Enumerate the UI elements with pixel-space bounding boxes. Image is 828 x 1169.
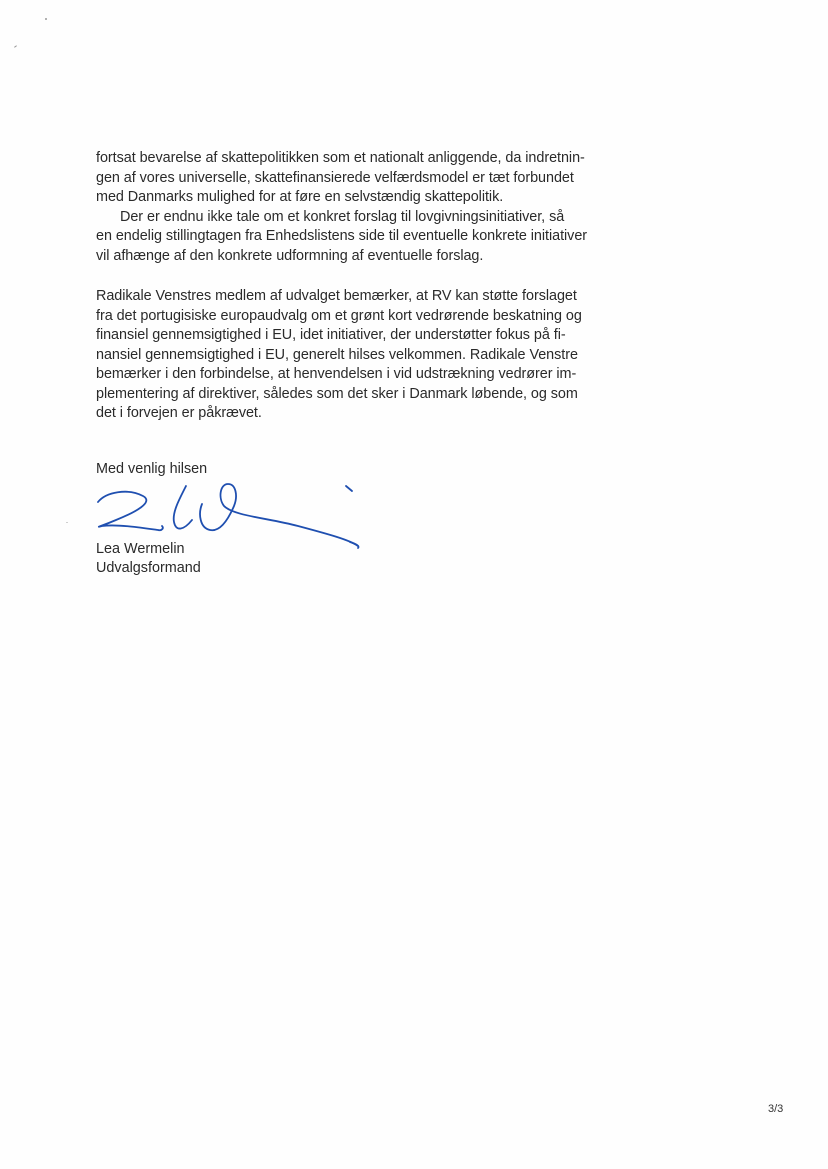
text-line: vil afhænge af den konkrete udformning af eventuelle forslag. bbox=[96, 247, 484, 264]
text-line: en endelig stillingtagen fra Enhedslistens side til eventuelle konkrete initiativer bbox=[96, 228, 588, 244]
text-line: Der er endnu ikke tale om et konkret forslag til lovgivningsinitiativer, så bbox=[120, 208, 565, 225]
text-line: fortsat bevarelse af skattepolitikken som et nationalt anliggende, da indretnin- bbox=[96, 150, 585, 166]
text-line: nansiel gennemsigtighed i EU, generelt hilses velkommen. Radikale Venstre bbox=[96, 346, 578, 363]
text-line: fra det portugisiske europaudvalg om et grønt kort vedrørende beskatning og bbox=[96, 307, 582, 324]
text-line: med Danmarks mulighed for at føre en selvstændig skattepolitik. bbox=[96, 189, 504, 205]
signer-name: Lea Wermelin bbox=[96, 541, 185, 557]
text-line: bemærker i den forbindelse, at henvendelsen i vid udstrækning vedrører im- bbox=[96, 366, 577, 382]
text-line: det i forvejen er påkrævet. bbox=[96, 405, 262, 421]
signer-title: Udvalgsformand bbox=[96, 560, 201, 576]
scan-speck bbox=[14, 45, 17, 48]
scan-speck bbox=[45, 18, 47, 20]
text-line: finansiel gennemsigtighed i EU, idet initiativer, der understøtter fokus på fi- bbox=[96, 327, 566, 343]
closing-salutation: Med venlig hilsen bbox=[96, 461, 208, 477]
text-line: gen af vores universelle, skattefinansierede velfærdsmodel er tæt forbundet bbox=[96, 169, 574, 186]
body-paragraph-2 bbox=[96, 287, 586, 424]
page-number: 3/3 bbox=[768, 1103, 784, 1115]
scan-speck bbox=[66, 522, 68, 523]
body-paragraph-1 bbox=[96, 149, 586, 266]
text-line: Radikale Venstres medlem af udvalget bemærker, at RV kan støtte forslaget bbox=[96, 288, 577, 304]
text-line: plementering af direktiver, således som det sker i Danmark løbende, og som bbox=[96, 385, 578, 402]
